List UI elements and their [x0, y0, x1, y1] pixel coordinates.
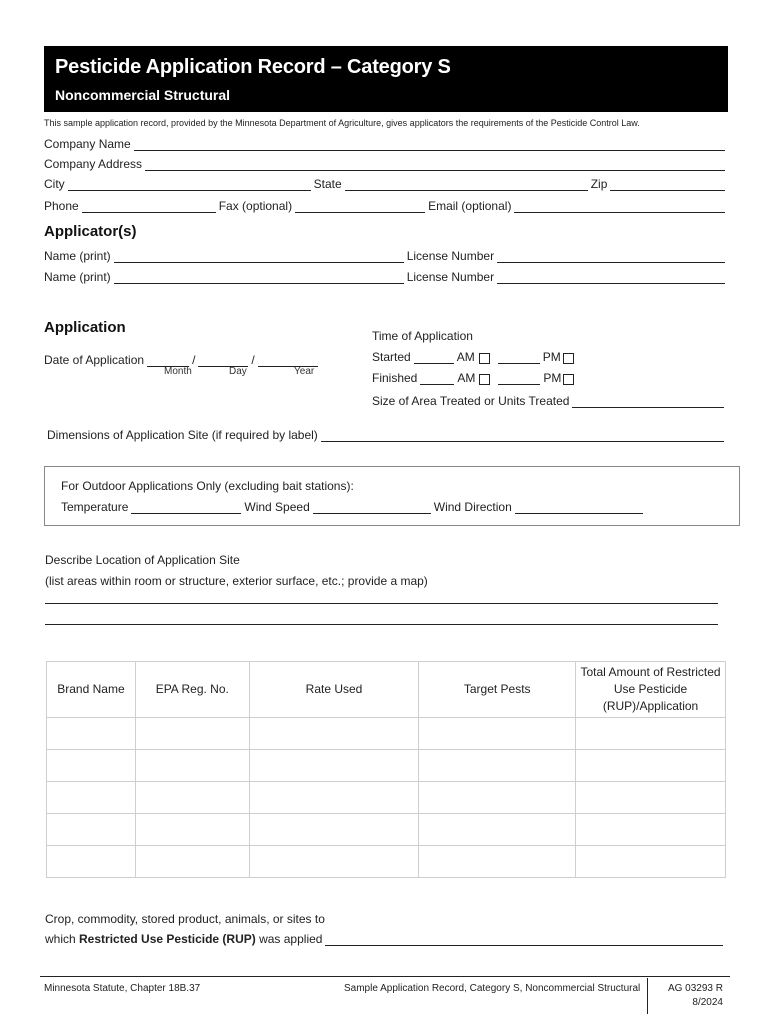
- footer-form-date: 8/2024: [692, 997, 723, 1008]
- finished-pm-field[interactable]: [498, 374, 540, 385]
- table-cell[interactable]: [419, 846, 576, 878]
- month-caption: Month: [164, 366, 192, 377]
- table-cell[interactable]: [249, 814, 419, 846]
- pm-label: PM: [543, 371, 562, 385]
- company-address-field[interactable]: [145, 160, 725, 171]
- started-am-checkbox[interactable]: [479, 353, 490, 364]
- license-number-label: License Number: [406, 270, 495, 284]
- table-cell[interactable]: [135, 750, 249, 782]
- temperature-label: Temperature: [61, 500, 129, 514]
- table-cell[interactable]: [249, 718, 419, 750]
- time-of-application-label: Time of Application: [372, 329, 473, 343]
- started-pm-field[interactable]: [498, 353, 540, 364]
- started-pm-checkbox[interactable]: [563, 353, 574, 364]
- applicator-row-1: [44, 247, 728, 263]
- table-cell[interactable]: [419, 750, 576, 782]
- rate-used-header: Rate Used: [249, 662, 419, 718]
- table-cell[interactable]: [47, 750, 136, 782]
- footer-divider: [40, 976, 730, 977]
- finished-row: [372, 369, 602, 385]
- finished-label: Finished: [372, 371, 418, 385]
- dimensions-row: [47, 426, 727, 442]
- footer-record-name: Sample Application Record, Category S, Noncommercial Structural: [344, 983, 641, 994]
- location-instructions: (list areas within room or structure, exterior surface, etc.; provide a map): [45, 574, 428, 588]
- phone-field[interactable]: [82, 202, 216, 213]
- city-state-zip-row: [44, 175, 728, 191]
- table-cell[interactable]: [135, 718, 249, 750]
- applicator-name-field[interactable]: [114, 273, 404, 284]
- phone-fax-email-row: [44, 197, 728, 213]
- pesticide-table: [46, 661, 726, 878]
- epa-reg-no-header: EPA Reg. No.: [135, 662, 249, 718]
- target-pests-header: Target Pests: [419, 662, 576, 718]
- date-slash: /: [251, 353, 255, 367]
- dimensions-label: Dimensions of Application Site (if required by label): [47, 428, 318, 442]
- fax-label: Fax (optional): [218, 199, 293, 213]
- table-cell[interactable]: [47, 718, 136, 750]
- rup-site-label: Crop, commodity, stored product, animals, or sites to: [45, 912, 325, 926]
- table-cell[interactable]: [249, 782, 419, 814]
- outdoor-title: For Outdoor Applications Only (excluding bait stations):: [61, 479, 354, 493]
- table-cell[interactable]: [576, 782, 726, 814]
- size-of-area-row: [372, 392, 727, 408]
- rup-site-label-line2: [45, 932, 322, 946]
- finished-am-checkbox[interactable]: [479, 374, 490, 385]
- outdoor-conditions-row: [61, 498, 661, 514]
- state-field[interactable]: [345, 180, 588, 191]
- wind-direction-label: Wind Direction: [433, 500, 512, 514]
- total-amount-header: Total Amount of Restricted Use Pesticide (RUP)/Application: [576, 662, 726, 718]
- table-row: [47, 718, 726, 750]
- location-line-2[interactable]: [45, 624, 718, 625]
- city-label: City: [44, 177, 65, 191]
- applicator-name-label: Name (print): [44, 249, 111, 263]
- applicators-heading: Applicator(s): [44, 223, 137, 240]
- page-title: Pesticide Application Record – Category S: [55, 56, 451, 78]
- table-cell[interactable]: [135, 814, 249, 846]
- table-cell[interactable]: [419, 814, 576, 846]
- page-subtitle: Noncommercial Structural: [55, 87, 231, 103]
- location-line-1[interactable]: [45, 603, 718, 604]
- applicator-name-field[interactable]: [114, 252, 404, 263]
- started-row: [372, 348, 602, 364]
- table-cell[interactable]: [576, 750, 726, 782]
- rup-site-field[interactable]: [325, 935, 723, 946]
- license-number-field[interactable]: [497, 252, 725, 263]
- dimensions-field[interactable]: [321, 431, 724, 442]
- phone-label: Phone: [44, 199, 79, 213]
- date-label: Date of Application: [44, 353, 145, 367]
- table-cell[interactable]: [249, 750, 419, 782]
- fax-field[interactable]: [295, 202, 425, 213]
- table-cell[interactable]: [47, 814, 136, 846]
- license-number-field[interactable]: [497, 273, 725, 284]
- intro-text: This sample application record, provided by the Minnesota Department of Agriculture, gives applicators the requirements of the Pesticide Control Law.: [44, 118, 640, 128]
- table-cell[interactable]: [47, 782, 136, 814]
- city-field[interactable]: [68, 180, 311, 191]
- footer-vertical-divider: [647, 978, 648, 1014]
- table-cell[interactable]: [576, 814, 726, 846]
- applicator-row-2: [44, 268, 728, 284]
- size-of-area-label: Size of Area Treated or Units Treated: [372, 394, 570, 408]
- license-number-label: License Number: [406, 249, 495, 263]
- table-cell[interactable]: [576, 846, 726, 878]
- table-cell[interactable]: [419, 718, 576, 750]
- finished-am-field[interactable]: [420, 374, 454, 385]
- rup-suffix: was applied: [255, 932, 323, 946]
- table-row: [47, 750, 726, 782]
- footer-statute: Minnesota Statute, Chapter 18B.37: [44, 983, 201, 994]
- date-of-application-row: [44, 351, 344, 367]
- applicator-name-label: Name (print): [44, 270, 111, 284]
- header-banner: [44, 46, 728, 112]
- company-address-label: Company Address: [44, 157, 143, 171]
- temperature-field[interactable]: [131, 503, 241, 514]
- day-caption: Day: [229, 366, 247, 377]
- table-row: [47, 782, 726, 814]
- year-caption: Year: [294, 366, 315, 377]
- table-cell[interactable]: [47, 846, 136, 878]
- date-slash: /: [192, 353, 196, 367]
- rup-prefix: which: [45, 932, 80, 946]
- table-cell[interactable]: [249, 846, 419, 878]
- location-label: Describe Location of Application Site: [45, 553, 240, 567]
- size-of-area-field[interactable]: [572, 397, 724, 408]
- company-name-field[interactable]: [134, 140, 725, 151]
- table-header-row: [47, 662, 726, 718]
- zip-field[interactable]: [610, 180, 725, 191]
- zip-label: Zip: [590, 177, 608, 191]
- wind-speed-label: Wind Speed: [244, 500, 310, 514]
- rup-site-row: [45, 930, 726, 946]
- application-heading: Application: [44, 319, 126, 336]
- pm-label: PM: [542, 350, 561, 364]
- email-label: Email (optional): [428, 199, 512, 213]
- company-name-row: [44, 135, 728, 151]
- wind-speed-field[interactable]: [313, 503, 431, 514]
- outdoor-applications-box: [44, 466, 740, 526]
- started-label: Started: [372, 350, 411, 364]
- email-field[interactable]: [514, 202, 725, 213]
- table-cell[interactable]: [576, 718, 726, 750]
- footer-form-code: AG 03293 R: [667, 983, 723, 994]
- table-row: [47, 846, 726, 878]
- rup-bold-text: Restricted Use Pesticide (RUP): [79, 932, 256, 946]
- table-cell[interactable]: [419, 782, 576, 814]
- started-am-field[interactable]: [414, 353, 454, 364]
- am-label: AM: [457, 371, 476, 385]
- state-label: State: [313, 177, 342, 191]
- brand-name-header: Brand Name: [47, 662, 136, 718]
- wind-direction-field[interactable]: [515, 503, 643, 514]
- company-name-label: Company Name: [44, 137, 131, 151]
- table-row: [47, 814, 726, 846]
- table-cell[interactable]: [135, 846, 249, 878]
- am-label: AM: [456, 350, 475, 364]
- company-address-row: [44, 155, 728, 171]
- table-cell[interactable]: [135, 782, 249, 814]
- finished-pm-checkbox[interactable]: [563, 374, 574, 385]
